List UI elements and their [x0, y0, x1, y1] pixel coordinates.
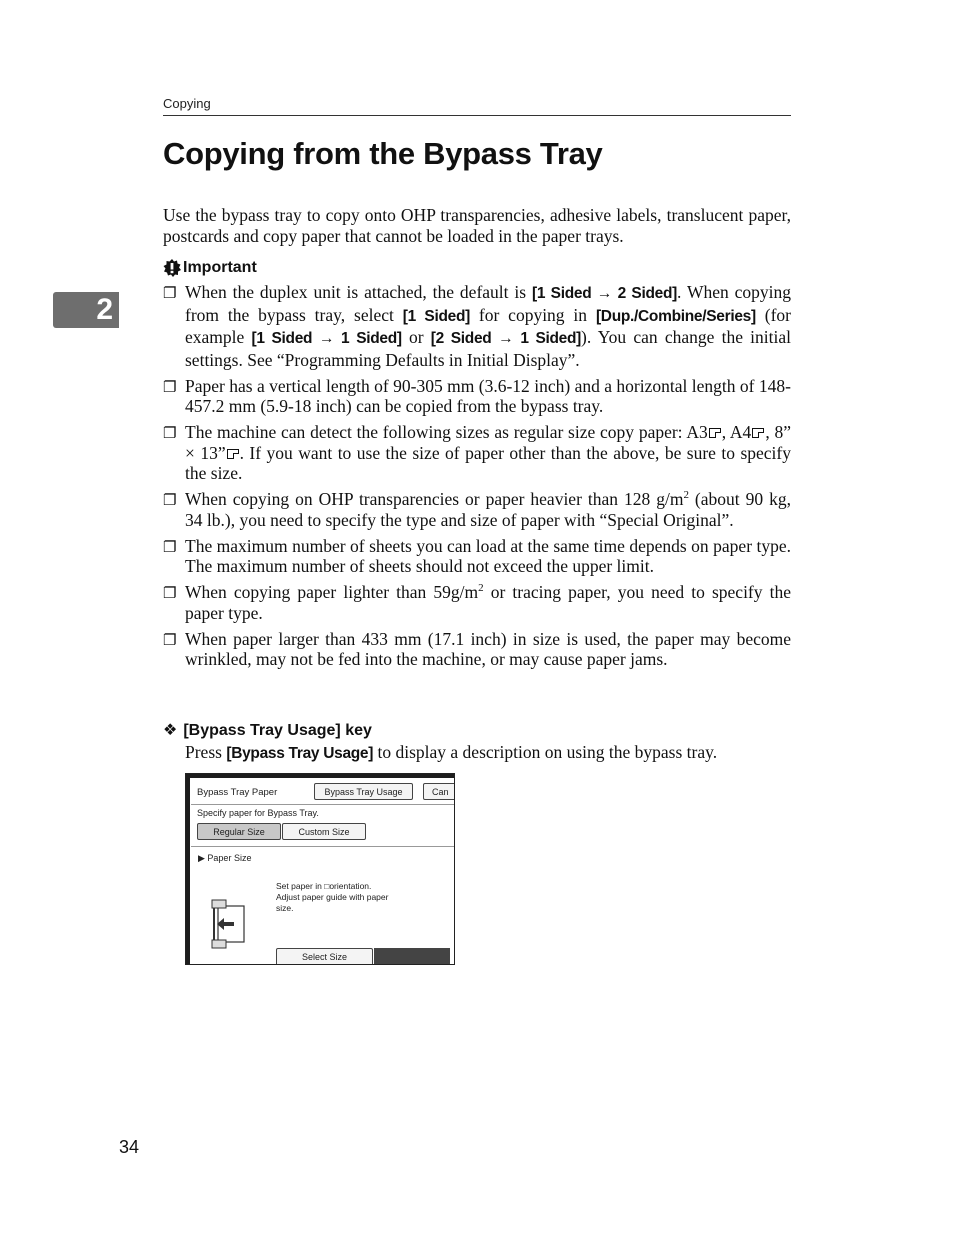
list-item: ❐ When copying paper lighter than $59g/m^2$ or tracing paper, you need to specify the paper type.	[163, 582, 791, 623]
checkbox-bullet-icon: ❐	[163, 537, 177, 556]
list-item: ❐ When copying on OHP transparencies or paper heavier than 128 $g/m^2$ (about 90 kg, 34 lb.), you need to specify the type and size of paper with “Special Original”.	[163, 489, 791, 530]
key-label: [1 Sided → 2 Sided]	[531, 285, 677, 302]
landscape-orientation-icon	[227, 449, 239, 459]
bypass-key-heading: ❖ [Bypass Tray Usage] key	[163, 720, 372, 739]
list-item: ❐ When the duplex unit is attached, the default is [1 Sided → 2 Sided]. When copying from the bypass tray, select [1 Sided] for copying in [Dup./Combine/Series] (for example [1 Sided → 1 Sided] or [2 Sided → 1 Sided]). You can change the initial settings. See “Programming Defaults in Initial Display”.	[163, 282, 792, 370]
header-rule	[163, 115, 791, 116]
screen-divider	[191, 804, 454, 805]
checkbox-bullet-icon: ❐	[163, 284, 177, 302]
page-number: 34	[119, 1137, 140, 1157]
screen-title: Bypass Tray Paper	[197, 787, 278, 798]
screen-dark-bar	[374, 948, 450, 965]
paper-size-label: ▶ Paper Size	[198, 853, 252, 863]
list-item: ❐ The machine can detect the following sizes as regular size copy paper: A3 , A4 , 8” × 13” . If you want to use the size of paper other than the above, be sure to specify the size.	[163, 422, 791, 483]
checkbox-bullet-icon: ❐	[163, 630, 177, 649]
key-label: [1 Sided]	[402, 307, 470, 325]
checkbox-bullet-icon: ❐	[163, 584, 177, 602]
key-label: [1 Sided → 1 Sided]	[251, 330, 402, 347]
screen-frame	[186, 774, 454, 778]
important-icon	[163, 259, 181, 277]
checkbox-bullet-icon: ❐	[163, 424, 177, 442]
checkbox-bullet-icon: ❐	[163, 491, 177, 509]
key-label: [Bypass Tray Usage]	[226, 745, 374, 762]
screen-frame	[186, 774, 190, 964]
important-heading	[163, 259, 257, 277]
bypass-tray-screen	[185, 773, 455, 965]
key-label: [2 Sided → 1 Sided]	[430, 330, 582, 347]
bypass-tray-usage-button[interactable]: Bypass Tray Usage	[314, 783, 413, 800]
running-header: Copying	[163, 96, 211, 111]
screen-instruction: Specify paper for Bypass Tray.	[197, 808, 319, 818]
screen-divider	[191, 846, 454, 847]
checkbox-bullet-icon: ❐	[163, 377, 177, 396]
paper-message: Set paper in □orientation. Adjust paper guide with paper size.	[276, 881, 389, 913]
important-label: Important	[183, 259, 257, 276]
custom-size-button[interactable]: Custom Size	[282, 823, 366, 840]
select-size-button[interactable]: Select Size	[276, 948, 373, 965]
list-item: ❐ The maximum number of sheets you can load at the same time depends on paper type. The maximum number of sheets should not exceed the upper limit.	[163, 535, 791, 576]
bypass-tray-illustration-icon	[208, 896, 248, 952]
chapter-tab: 2	[53, 292, 119, 328]
bypass-key-description: Press [Bypass Tray Usage] to display a description on using the bypass tray.	[185, 742, 718, 762]
landscape-orientation-icon	[752, 428, 764, 438]
list-item: ❐ Paper has a vertical length of 90-305 mm (3.6-12 inch) and a horizontal length of 148-457.2 mm (5.9-18 inch) can be copied from the bypass tray.	[163, 375, 791, 416]
landscape-orientation-icon	[709, 428, 721, 438]
list-item: ❐ When paper larger than 433 mm (17.1 inch) in size is used, the paper may become wrinkled, may not be fed into the machine, or may cause paper jams.	[163, 628, 791, 669]
key-label: [Dup./Combine/Series]	[595, 307, 756, 325]
intro-paragraph: Use the bypass tray to copy onto OHP transparencies, adhesive labels, translucent paper, postcards and copy paper that cannot be loaded in the paper trays.	[163, 205, 791, 246]
important-list	[163, 282, 791, 675]
diamond-bullet-icon: ❖	[163, 720, 178, 739]
page-title: Copying from the Bypass Tray	[163, 136, 603, 171]
regular-size-button[interactable]: Regular Size	[197, 823, 281, 840]
cancel-button[interactable]: Can	[423, 783, 455, 800]
